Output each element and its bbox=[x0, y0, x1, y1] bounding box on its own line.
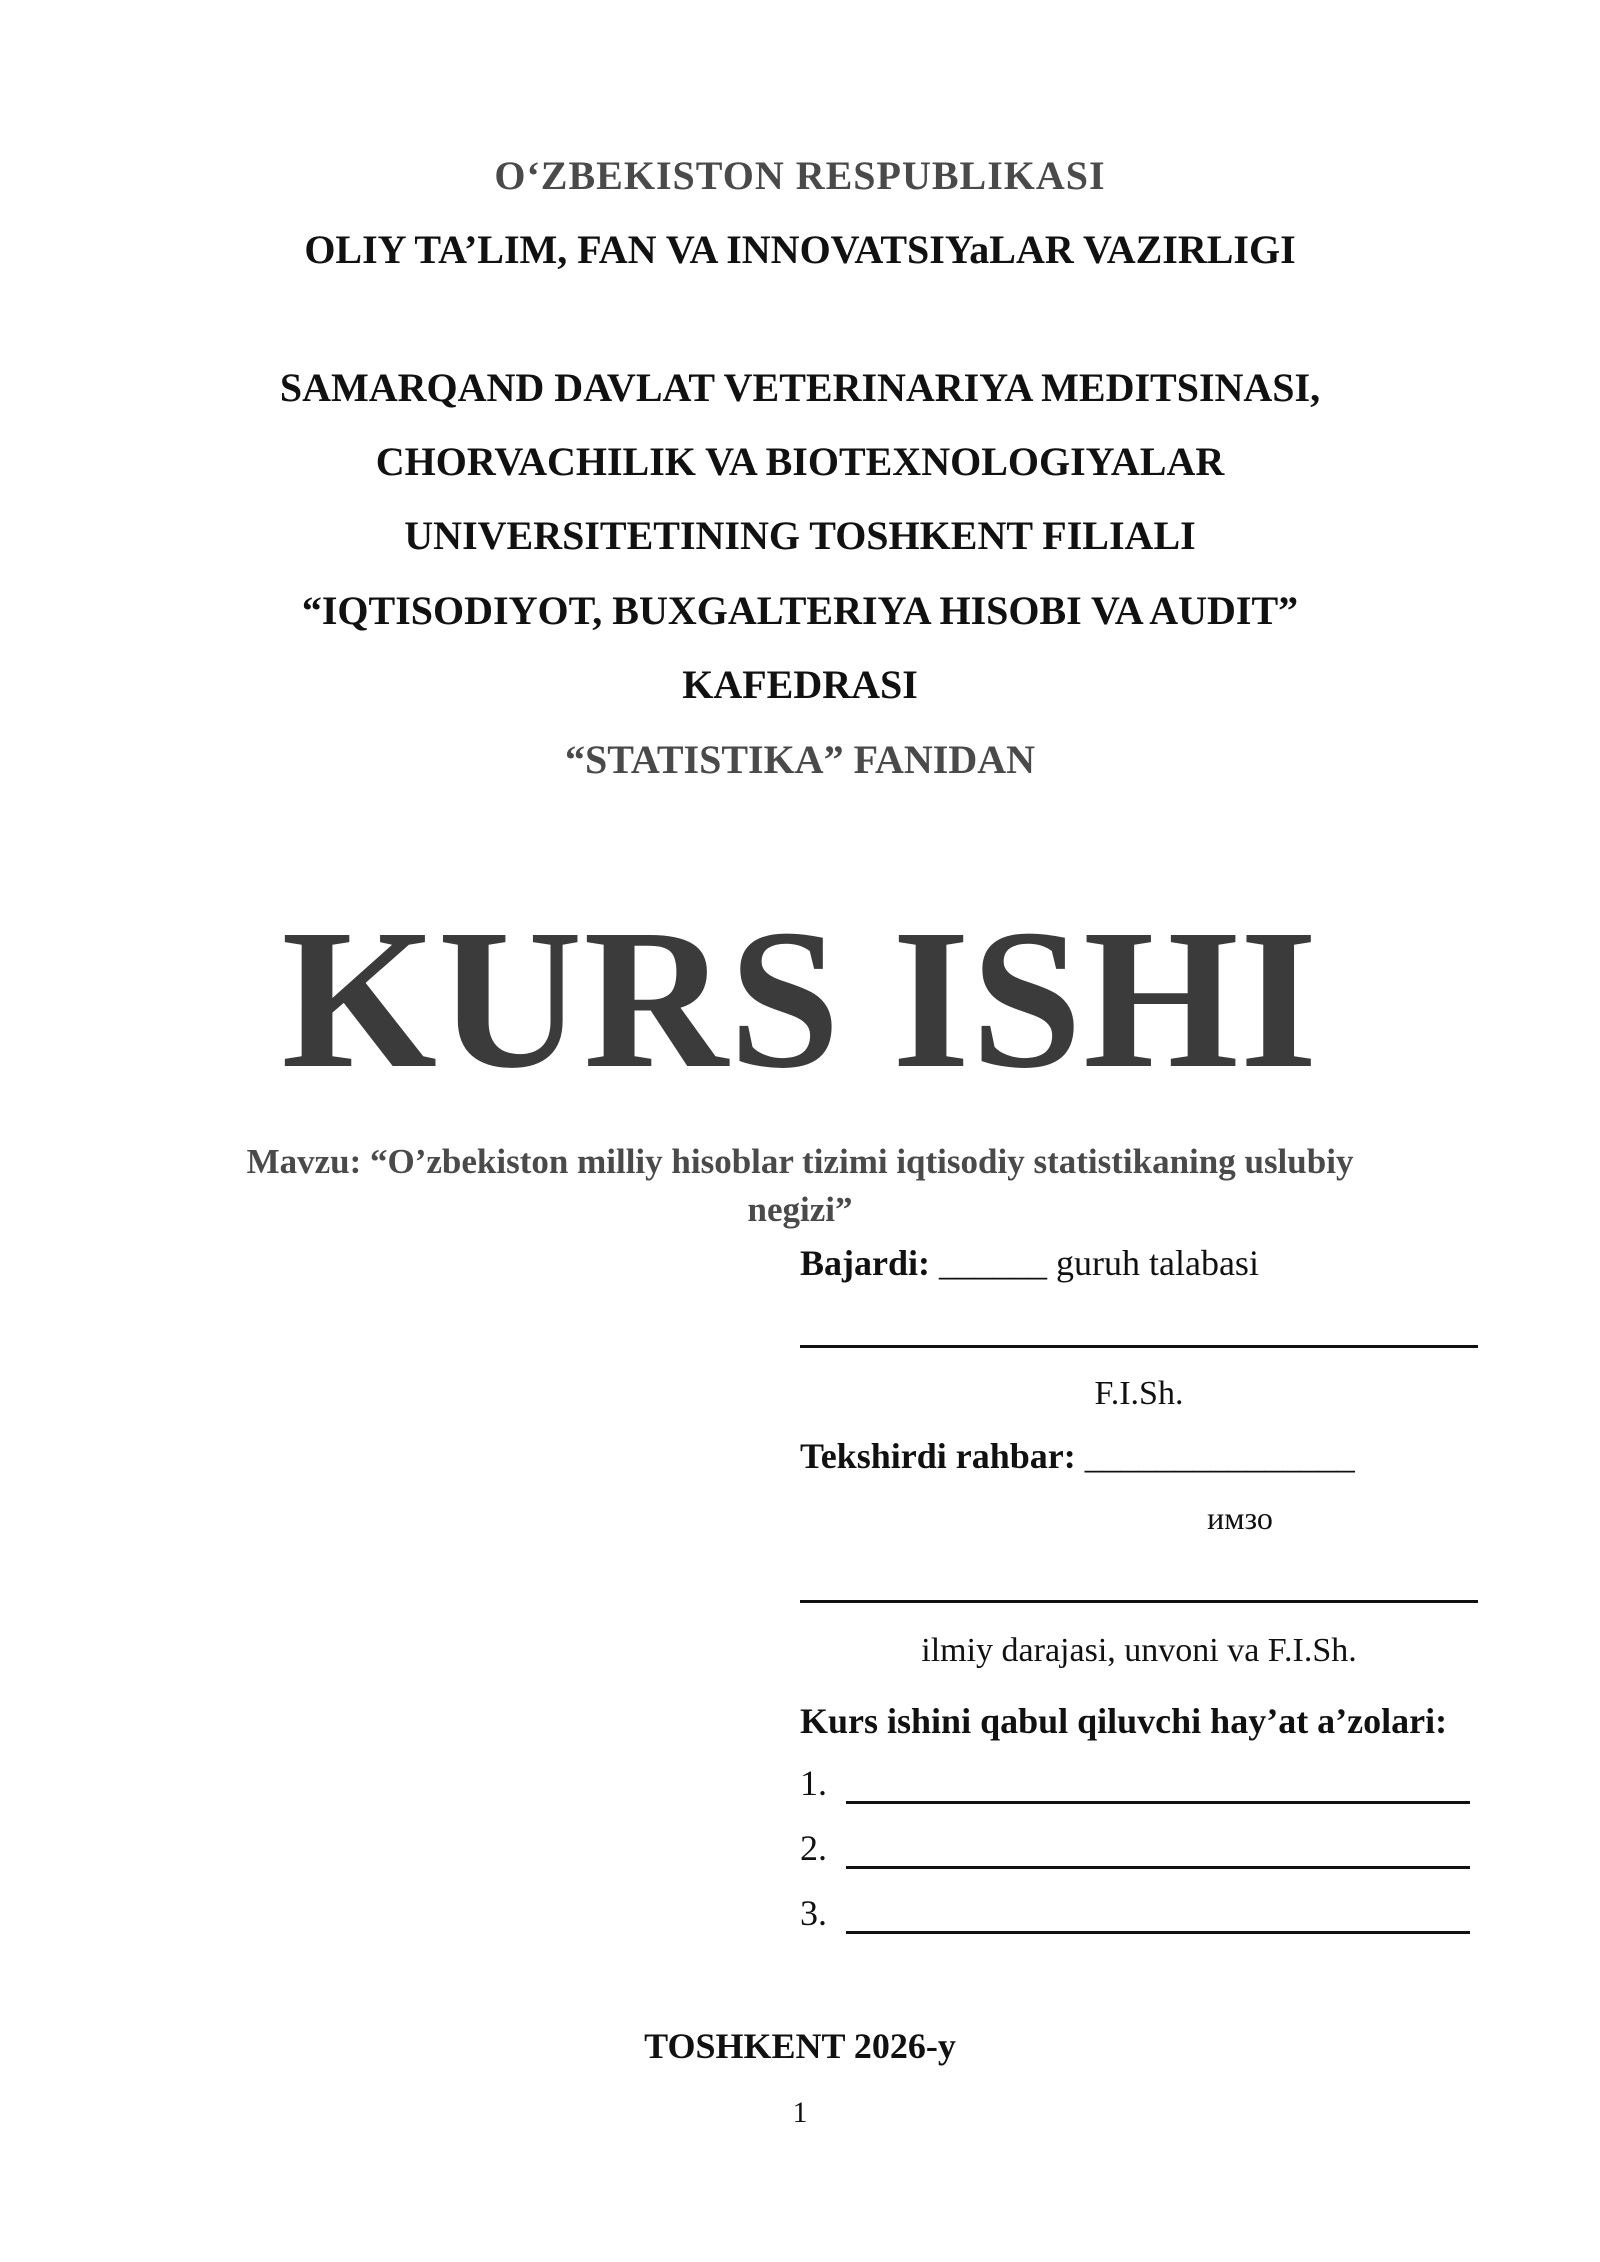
member-number: 3. bbox=[800, 1893, 827, 1933]
committee-member-3 bbox=[800, 1892, 1470, 1934]
performed-by-line bbox=[800, 1242, 1259, 1284]
supervisor-label: Tekshirdi rahbar: bbox=[800, 1436, 1076, 1476]
topic-line-1: Mavzu: “O’zbekiston milliy hisoblar tizimi iqtisodiy statistikaning uslubiy bbox=[246, 1142, 1354, 1181]
university-line-3: UNIVERSITETINING TOSHKENT FILIALI bbox=[404, 513, 1196, 558]
member-number: 2. bbox=[800, 1828, 827, 1868]
supervisor-line bbox=[800, 1435, 1355, 1477]
signature-caption: имзо bbox=[1207, 1500, 1273, 1536]
group-blank: ______ bbox=[939, 1243, 1047, 1283]
department-line-2: KAFEDRASI bbox=[682, 662, 918, 707]
student-name-caption: F.I.Sh. bbox=[1094, 1375, 1184, 1412]
committee-member-1 bbox=[800, 1762, 1470, 1804]
document-title: KURS ISHI bbox=[281, 889, 1319, 1110]
topic-line-2: negizi” bbox=[747, 1190, 853, 1229]
city-year: TOSHKENT 2026-y bbox=[644, 2026, 956, 2066]
performed-by-label: Bajardi: bbox=[800, 1243, 930, 1283]
member-blank bbox=[846, 1765, 1470, 1804]
member-number: 1. bbox=[800, 1763, 827, 1803]
student-caption: guruh talabasi bbox=[1056, 1243, 1259, 1283]
ministry-line-2: OLIY TA’LIM, FAN VA INNOVATSIYaLAR VAZIRLIGI bbox=[304, 227, 1296, 272]
committee-label: Kurs ishini qabul qiluvchi hay’at a’zolari: bbox=[800, 1701, 1448, 1741]
university-line-1: SAMARQAND DAVLAT VETERINARIYA MEDITSINASI, bbox=[279, 365, 1321, 410]
supervisor-name-rule bbox=[800, 1600, 1478, 1603]
subject-line: “STATISTIKA” FANIDAN bbox=[564, 737, 1036, 782]
committee-member-2 bbox=[800, 1827, 1470, 1869]
member-blank bbox=[846, 1895, 1470, 1934]
page-number: 1 bbox=[792, 2096, 808, 2129]
signature-blank: _______________ bbox=[1084, 1436, 1355, 1476]
university-line-2: CHORVACHILIK VA BIOTEXNOLOGIYALAR bbox=[375, 439, 1225, 484]
student-name-rule bbox=[800, 1345, 1478, 1348]
department-line-1: “IQTISODIYOT, BUXGALTERIYA HISOBI VA AUDIT” bbox=[301, 588, 1299, 633]
member-blank bbox=[846, 1830, 1470, 1869]
supervisor-title-caption: ilmiy darajasi, unvoni va F.I.Sh. bbox=[921, 1632, 1357, 1669]
ministry-line-1: O‘ZBEKISTON RESPUBLIKASI bbox=[494, 153, 1106, 198]
